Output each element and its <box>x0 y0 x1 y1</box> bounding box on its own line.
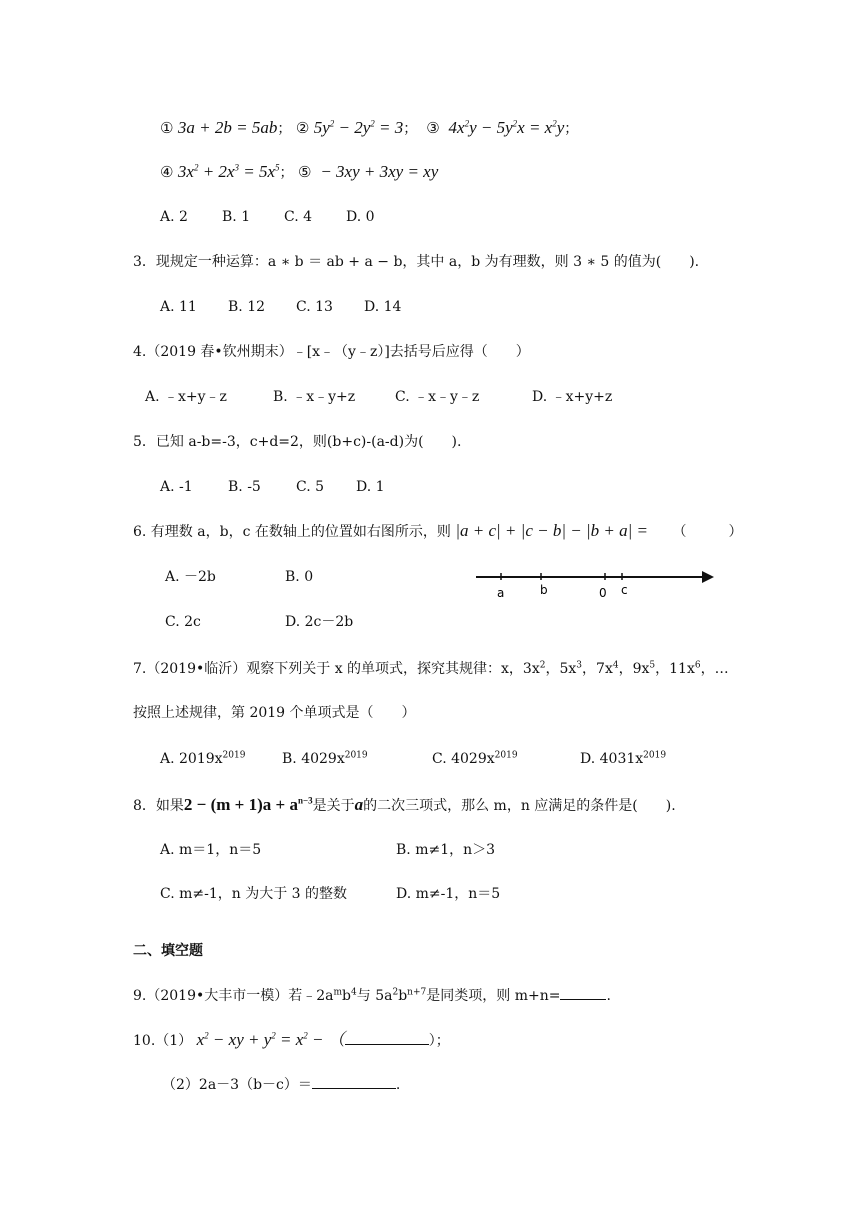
option-b[interactable]: B. 0 <box>285 569 314 585</box>
stmt-5-expr: − 3xy + 3xy = xy <box>320 162 439 181</box>
answer-paren: （ ） <box>672 524 743 540</box>
option-c[interactable]: C. 5 <box>296 479 325 495</box>
stmt-3-number: ③ <box>426 119 440 137</box>
option-d[interactable]: D. 14 <box>364 299 402 315</box>
option-a[interactable]: A. 11 <box>160 299 197 315</box>
separator: ； <box>564 121 579 137</box>
option-a[interactable]: A. -1 <box>160 479 193 495</box>
q5-text: 5．已知 a-b=-3，c+d=2，则(b+c)-(a-d)为( ). <box>133 434 462 450</box>
option-a[interactable]: A. 2 <box>160 209 188 225</box>
q8-options-row2 <box>160 884 500 904</box>
q8-expression: $2 - (m + 1)a + a^{n-3}$ <box>183 795 313 814</box>
label-a: a <box>497 586 505 600</box>
q9-text: 9.（2019•大丰市一模）若$﹣2a^mb^4$与 $5a^2b^{n+7}$是同类项，则 m+n= . <box>133 987 611 1004</box>
q8-prompt: 是关于 <box>312 798 355 814</box>
option-b[interactable]: B. $4029x^{2019}$ <box>282 750 368 767</box>
separator: ； <box>403 121 418 137</box>
option-c[interactable]: C. 4 <box>284 209 313 225</box>
separator: ； <box>279 165 294 181</box>
q7-text: 7.（2019•临沂）观察下列关于 x 的单项式，探究其规律：x，$3x^2$，$5x^3$，$7x^4$，$9x^5$，$11x^6$，… <box>133 660 729 677</box>
stmt-1-number: ① <box>160 119 174 137</box>
option-b[interactable]: B. ﹣x﹣y+z <box>273 389 356 405</box>
q10-part1-blank[interactable] <box>345 1044 429 1045</box>
q4-options <box>145 387 612 407</box>
q6-text <box>133 521 742 542</box>
option-c[interactable]: C. 13 <box>296 299 333 315</box>
q4-text: 4.（2019 春•钦州期末）﹣[x﹣（y﹣z）]去括号后应得（ ） <box>133 344 530 360</box>
q2-statements-row2 <box>160 162 438 183</box>
q2-options <box>160 207 375 227</box>
option-a[interactable]: A. $2019x^{2019}$ <box>160 750 246 767</box>
label-zero: 0 <box>599 586 607 600</box>
q7-options <box>160 749 666 769</box>
q10-part1 <box>133 1030 450 1051</box>
option-b[interactable]: B. -5 <box>228 479 261 495</box>
option-a[interactable]: A. ﹣x+y﹣z <box>145 389 227 405</box>
option-d[interactable]: D. 0 <box>346 209 375 225</box>
option-c[interactable]: C. ﹣x﹣y﹣z <box>395 389 480 405</box>
q10-part2-prompt: （2）2a－3（b－c）＝ <box>162 1077 312 1093</box>
stmt-4-number: ④ <box>160 163 174 181</box>
stmt-2-number: ② <box>295 119 310 137</box>
q10-label: 10.（1） <box>133 1033 193 1049</box>
q8-text <box>133 795 676 816</box>
option-c[interactable]: C. $4029x^{2019}$ <box>432 750 518 767</box>
stmt-3-expr: $4x^2y - 5y^2x = x^2y$ <box>448 118 565 137</box>
q8-options-row1 <box>160 840 495 860</box>
option-b[interactable]: B. m≠1，n＞3 <box>396 842 496 858</box>
q8-prompt-end: 的二次三项式，那么 m，n 应满足的条件是( ). <box>363 798 676 814</box>
number-line-arrow <box>702 571 714 583</box>
option-d[interactable]: D. 2c－2b <box>285 614 354 630</box>
stmt-4-expr: $3x^2 + 2x^3 = 5x^5$ <box>177 162 280 181</box>
option-d[interactable]: D. m≠-1，n＝5 <box>396 886 501 902</box>
q9-prompt: 9.（2019•大丰市一模）若﹣2a <box>133 988 334 1004</box>
option-c[interactable]: C. 2c <box>165 614 201 630</box>
option-b[interactable]: B. 1 <box>222 209 251 225</box>
section-heading-fill-in: 二、填空题 <box>133 943 203 959</box>
stmt-1-expr: 3a + 2b = 5ab <box>177 118 278 137</box>
q10-expression: $x^2$ − xy + $y^2 = x^2$ − （ <box>196 1030 345 1049</box>
label-b: b <box>540 583 548 597</box>
q8-variable: a <box>354 795 364 814</box>
option-d[interactable]: D. ﹣x+y+z <box>532 389 613 405</box>
option-b[interactable]: B. 12 <box>228 299 266 315</box>
q10-part2 <box>162 1075 400 1095</box>
q6-options-row1 <box>165 567 313 587</box>
q3-text: 3．现规定一种运算：a ∗ b ＝ ab + a − b，其中 a，b 为有理数，则 3 ∗ 5 的值为( ). <box>133 254 700 270</box>
stmt-5-number: ⑤ <box>297 163 312 181</box>
option-d[interactable]: D. 1 <box>356 479 385 495</box>
option-a[interactable]: A. m＝1，n＝5 <box>160 842 262 858</box>
option-d[interactable]: D. $4031x^{2019}$ <box>580 750 667 767</box>
q6-options-row2 <box>165 612 353 632</box>
q5-options <box>160 477 385 497</box>
label-c: c <box>621 583 628 597</box>
q2-statements-row1 <box>160 118 578 139</box>
q10-part2-blank[interactable] <box>312 1088 396 1089</box>
option-a[interactable]: A. －2b <box>165 569 216 585</box>
q6-expression: |a + c| + |c − b| − |b + a| = <box>455 521 649 540</box>
q10-end: . <box>395 1077 401 1093</box>
q6-prompt: 6. 有理数 a，b，c 在数轴上的位置如右图所示，则 <box>133 524 451 540</box>
q3-options <box>160 297 401 317</box>
number-line-figure <box>470 564 720 604</box>
q7-prompt: 7.（2019•临沂）观察下列关于 x 的单项式，探究其规律：x，3x <box>133 661 540 677</box>
q9-answer-blank[interactable] <box>560 999 606 1000</box>
stmt-2-expr: $5y^2 - 2y^2 = 3$ <box>313 118 404 137</box>
q10-close: ）； <box>428 1033 450 1049</box>
separator: ； <box>277 121 292 137</box>
q7-text-line2: 按照上述规律，第 2019 个单项式是（ ） <box>133 705 416 721</box>
q8-number: 8．如果 <box>133 798 184 814</box>
option-c[interactable]: C. m≠-1，n 为大于 3 的整数 <box>160 886 348 902</box>
